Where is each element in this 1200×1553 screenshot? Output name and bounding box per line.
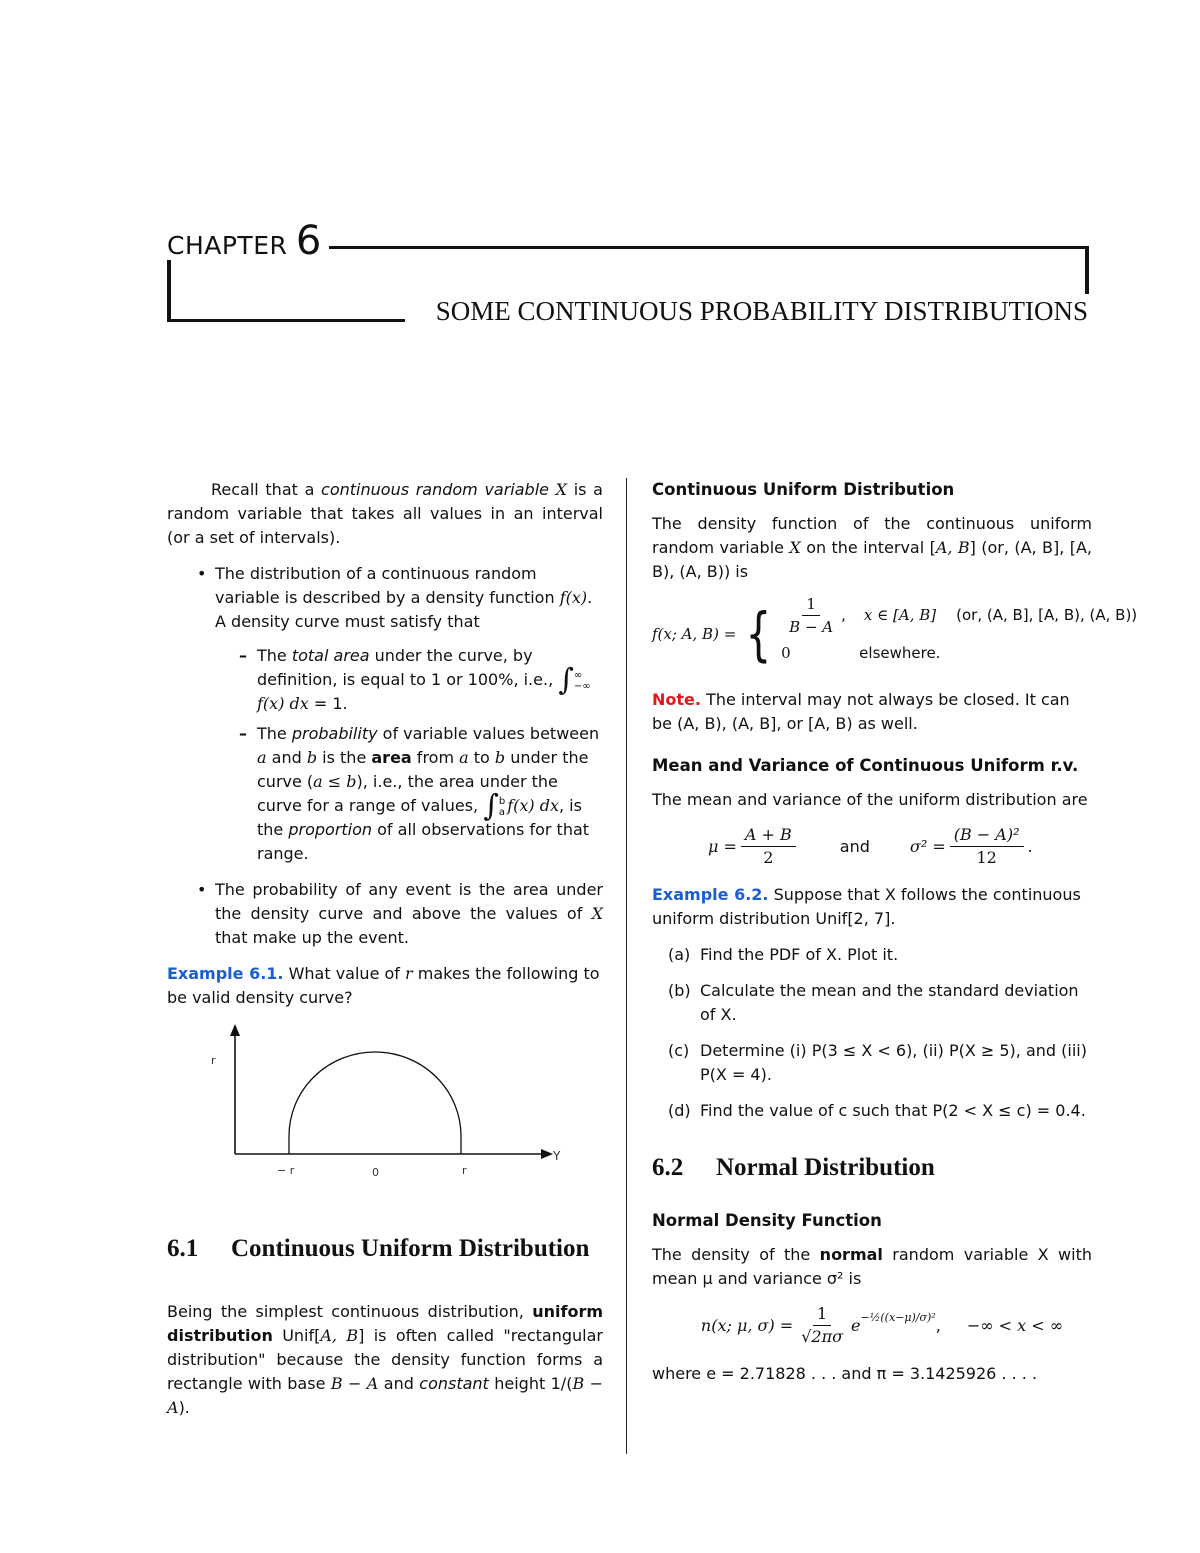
normal-strong: normal <box>819 1245 883 1264</box>
integral-upper: ∞ <box>573 669 583 681</box>
uniform-strong: uniform distribution <box>167 1302 603 1345</box>
mean-paragraph: The mean and variance of the uniform distribution are <box>652 790 1088 809</box>
normal-numerator: 1 <box>813 1303 831 1326</box>
sub2-text-h: ), i.e., the area under the curve for a range of values, <box>257 772 558 815</box>
bullet2-text: The probability of any event is the area under the density curve and above the values of <box>215 880 603 923</box>
sub-bullet-probability <box>215 722 603 866</box>
mu-numerator: A + B <box>741 824 796 847</box>
example-6-1-text-end: makes the following to be valid density curve? <box>167 964 600 1007</box>
mu-denominator: 2 <box>763 848 774 867</box>
sub1-text-mid: under the curve, by definition, is equal to 1 or 100%, i.e., <box>257 646 559 689</box>
pdf-elsewhere: elsewhere. <box>859 644 941 662</box>
column-divider <box>626 478 627 1454</box>
uniform-BA-2: B − A <box>167 1374 604 1417</box>
semicircle-curve <box>289 1052 461 1154</box>
bullet1-text-end: . A density curve must satisfy that <box>215 588 593 631</box>
uniform-text-e: height 1/( <box>488 1374 573 1393</box>
section-6-1-number: 6.1 <box>167 1235 199 1262</box>
integral-lower: −∞ <box>573 680 591 692</box>
section-6-2-title: Normal Distribution <box>716 1154 935 1181</box>
cases-brace: { <box>745 600 772 668</box>
section-6-1-heading <box>167 1232 603 1266</box>
normal-fraction <box>797 1303 847 1348</box>
pdf-zero: 0 <box>781 644 791 662</box>
uniform-text-c: ] is often called "rectangular distribution" because the density function forms a rectangle with base <box>167 1326 604 1393</box>
var-fraction <box>950 824 1024 869</box>
left-column <box>167 478 603 1432</box>
chapter-number: 6 <box>295 218 322 264</box>
sub1-emphasis: total area <box>291 646 370 665</box>
pdf-fraction <box>785 593 837 638</box>
var-numerator: (B − A)² <box>950 824 1024 847</box>
chapter-rule-top <box>329 246 1089 249</box>
mu-fraction <box>741 824 796 869</box>
intro-emphasis: continuous random variable <box>321 480 549 499</box>
note-text: The interval may not always be closed. It can be (A, B), (A, B], or [A, B) as well. <box>652 690 1070 733</box>
section-6-2-number: 6.2 <box>652 1154 684 1181</box>
var-lhs: σ² = <box>909 836 946 856</box>
item-text: Find the value of c such that P(2 < X ≤ c) = 0.4. <box>700 1101 1086 1120</box>
heading-mean-variance: Mean and Variance of Continuous Uniform r.v. <box>652 756 1079 775</box>
intro-text: Recall that a <box>211 480 322 499</box>
uniform-paragraph <box>167 1300 603 1420</box>
pdf-condition: x ∈ [A, B] <box>863 606 937 624</box>
pdf-case-1: $\frac{1}{B - A}$ , x ∈ [A, B] (or, (A, B], [A, B), (A, B)) <box>781 596 1137 634</box>
bullet2-text-end: that make up the event. <box>215 928 409 947</box>
sub-bullet-total-area <box>215 644 603 716</box>
integral-lower-2: a <box>498 806 505 818</box>
sub2-text-j: of all observations for that range. <box>257 820 590 863</box>
example-item-c <box>652 1039 1092 1087</box>
sub2-var-a: a <box>257 748 267 767</box>
sub2-var-b2: b <box>494 748 506 767</box>
uniform-BA: B − A <box>330 1374 379 1393</box>
sub2-text-b: of variable values between <box>377 724 600 743</box>
uniform-text: Being the simplest continuous distribution, <box>167 1302 533 1321</box>
heading-normal-density: Normal Density Function <box>652 1211 882 1230</box>
example-item-d <box>652 1099 1092 1123</box>
bullet-event-probability <box>167 878 603 950</box>
density-bullets <box>167 562 603 950</box>
right-column <box>652 478 1138 1398</box>
sub2-var-b: b <box>306 748 318 767</box>
x-axis-label: Y <box>553 1149 561 1163</box>
item-label: (b) <box>668 981 691 1000</box>
density-paragraph <box>652 512 1092 584</box>
pdf-lhs: f(x; A, B) = <box>652 625 737 643</box>
bullet-density-function <box>167 562 603 866</box>
normal-exp-base: e <box>851 1315 861 1335</box>
chapter-label <box>167 218 322 264</box>
example-item-b <box>652 979 1092 1027</box>
uniform-text-d: and <box>378 1374 420 1393</box>
chapter-title: SOME CONTINUOUS PROBABILITY DISTRIBUTIONS <box>435 296 1088 326</box>
note-label: Note. <box>652 690 701 709</box>
chapter-word: CHAPTER <box>167 231 288 260</box>
mean-variance-formula: μ = $\frac{A + B}{2}$ and σ² = $\frac{\text{(B − A)²}}{12}$ . <box>708 825 1033 867</box>
uniform-pdf-formula <box>652 594 1138 672</box>
uniform-text-f: ). <box>178 1398 190 1417</box>
sub2-inequality: a ≤ b <box>313 772 357 791</box>
normal-density-formula: n(x; μ, σ) = $\frac{1}{√2\pi\sigma}$ e $^{-\frac{1}{2}((x-\mu)/\sigma)^2}$ , −∞ < x < ∞ <box>700 1304 1064 1346</box>
integrand-2: f(x) dx <box>507 796 559 815</box>
bullet1-fx: f(x) <box>559 588 588 607</box>
normal-exponent: −½((x−μ)/σ)² <box>860 1310 936 1324</box>
sub2-text-c: and <box>266 748 307 767</box>
semicircle-figure <box>167 1022 603 1192</box>
example-6-2-label: Example 6.2. <box>652 885 769 904</box>
x-axis-arrow <box>541 1149 553 1159</box>
example-6-2-text: Suppose that X follows the continuous uniform distribution Unif[2, 7]. <box>652 885 1081 928</box>
sub2-strong: area <box>371 748 412 767</box>
pdf-denominator: B − A <box>789 617 834 636</box>
sub2-text: The <box>257 724 292 743</box>
sub2-text-d: is the <box>317 748 372 767</box>
integral-sign-2: ∫ <box>483 788 499 824</box>
and-word: and <box>839 836 870 856</box>
integral-limits <box>574 670 591 692</box>
item-label: (a) <box>668 945 691 964</box>
normal-lhs: n(x; μ, σ) = <box>700 1315 794 1335</box>
example-item-a <box>652 943 1092 967</box>
sub2-emphasis: probability <box>291 724 378 743</box>
sub2-text-f: to <box>468 748 495 767</box>
item-label: (c) <box>668 1041 690 1060</box>
normal-text: The density of the <box>652 1245 820 1264</box>
integral-upper-2: b <box>498 795 506 807</box>
y-axis-arrow <box>230 1024 240 1036</box>
uniform-AB: A, B <box>320 1326 359 1345</box>
intro-paragraph <box>167 478 603 550</box>
section-6-2-heading <box>652 1151 1092 1185</box>
density-text-b: on the interval [ <box>800 538 936 557</box>
normal-text-b: random variable X with mean μ and variance σ² is <box>652 1245 1092 1288</box>
pdf-numerator: 1 <box>802 593 820 616</box>
integral-limits-2 <box>499 796 505 818</box>
item-text: Find the PDF of X. Plot it. <box>700 945 899 964</box>
example-6-1-text: What value of <box>283 964 406 983</box>
intro-variable: X <box>555 480 568 499</box>
uniform-emphasis: constant <box>419 1374 489 1393</box>
pdf-alternative: (or, (A, B], [A, B), (A, B)) <box>956 606 1138 624</box>
sub2-var-a2: a <box>459 748 469 767</box>
density-AB: A, B <box>935 538 970 557</box>
chapter-rule-bottom <box>167 319 405 322</box>
example-6-1-label: Example 6.1. <box>167 964 284 983</box>
chapter-rule-left <box>167 260 171 322</box>
integral-sign: ∫ <box>558 662 574 698</box>
sub2-text-e: from <box>411 748 460 767</box>
density-text-c: ] (or, (A, B], [A, B), (A, B)) is <box>652 538 1093 581</box>
intro-text-end: is a random variable that takes all values in an interval (or a set of intervals). <box>167 480 603 547</box>
tick-neg-r: − r <box>277 1164 295 1177</box>
note-paragraph <box>652 688 1092 736</box>
section-6-1-title: Continuous Uniform Distribution <box>231 1235 590 1262</box>
integrand: f(x) dx <box>257 694 309 713</box>
sub2-emphasis-2: proportion <box>288 820 373 839</box>
item-text: Calculate the mean and the standard deviation of X. <box>700 981 1079 1024</box>
normal-paragraph <box>652 1243 1092 1291</box>
uniform-text-b: Unif[ <box>272 1326 321 1345</box>
item-text: Determine (i) P(3 ≤ X < 6), (ii) P(X ≥ 5), and (iii) P(X = 4). <box>700 1041 1087 1084</box>
density-sub-bullets <box>215 644 603 866</box>
example-6-2 <box>652 883 1092 931</box>
density-variable: X <box>789 538 801 557</box>
sub2-text-g: under the curve ( <box>257 748 589 791</box>
bullet1-text: The distribution of a continuous random variable is described by a density function <box>215 564 560 607</box>
density-text: The density function of the continuous uniform random variable <box>652 514 1092 557</box>
tick-r: r <box>462 1164 467 1177</box>
mu-lhs: μ = <box>708 836 737 856</box>
chapter-rule-right <box>1085 246 1089 294</box>
constants-line: where e = 2.71828 . . . and π = 3.1425926 . . . . <box>652 1364 1038 1383</box>
pdf-cases <box>781 596 1137 672</box>
tick-zero: 0 <box>372 1166 379 1179</box>
heading-uniform: Continuous Uniform Distribution <box>652 480 955 499</box>
sub1-text-end: = 1. <box>308 694 348 713</box>
sub1-text: The <box>257 646 292 665</box>
item-label: (d) <box>668 1101 691 1120</box>
example-6-2-items <box>652 943 1092 1123</box>
pdf-case-2 <box>781 634 1137 672</box>
bullet2-variable: X <box>591 904 603 923</box>
normal-denominator: √2πσ <box>801 1327 844 1346</box>
var-denominator: 12 <box>976 848 997 867</box>
example-6-1-var: r <box>405 964 413 983</box>
sub2-text-i: , is the <box>257 796 582 839</box>
normal-range: −∞ < x < ∞ <box>966 1315 1064 1335</box>
y-axis-label: r <box>211 1054 216 1067</box>
example-6-1 <box>167 962 603 1010</box>
